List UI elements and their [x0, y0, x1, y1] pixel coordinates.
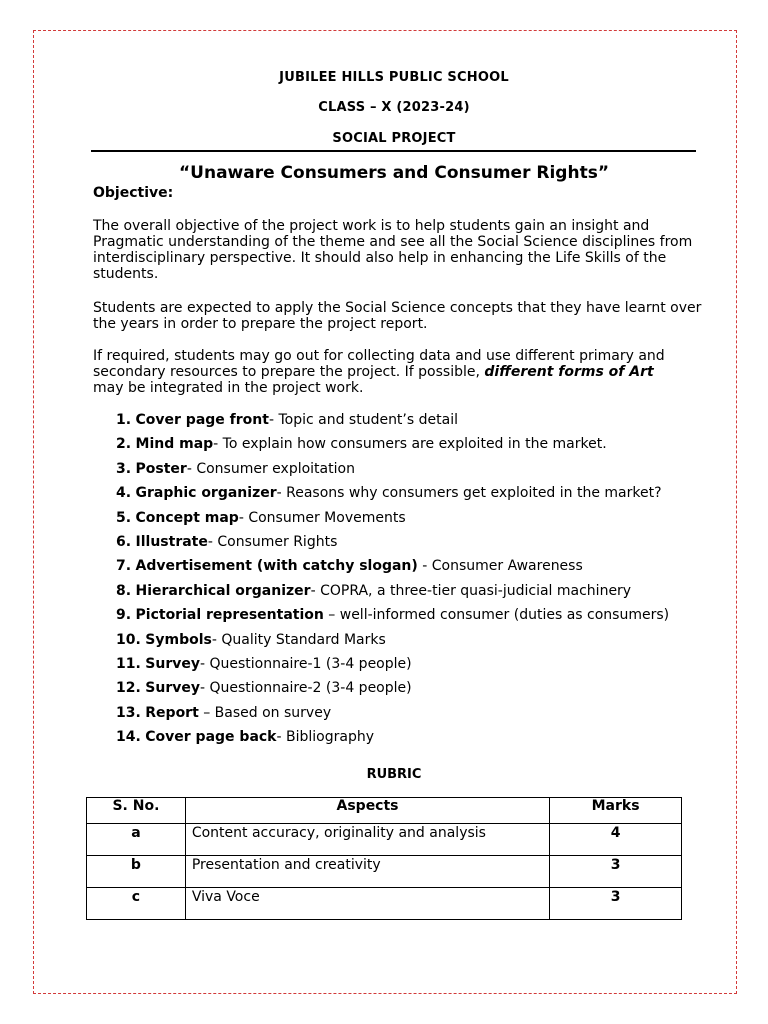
- objective-label: Objective:: [93, 185, 174, 201]
- item-label: Hierarchical organizer: [135, 582, 311, 599]
- marks-cell: 4: [550, 824, 682, 856]
- list-item: [116, 678, 669, 702]
- item-number: 8.: [116, 582, 132, 599]
- aspects-header: Aspects: [185, 798, 549, 824]
- item-description: - To explain how consumers are exploited in the market.: [213, 436, 607, 453]
- list-item: [116, 532, 669, 556]
- marks-cell: 3: [550, 856, 682, 888]
- art-emphasis: different forms of Art: [484, 364, 654, 380]
- list-item: [116, 508, 669, 532]
- aspect-cell: Content accuracy, originality and analysis: [185, 824, 549, 856]
- item-number: 7.: [116, 558, 132, 575]
- rubric-header-row: [87, 798, 682, 824]
- item-label: Survey: [145, 680, 200, 697]
- list-item: [116, 581, 669, 605]
- item-label: Symbols: [145, 631, 212, 648]
- item-description: - COPRA, a three-tier quasi-judicial machinery: [310, 582, 632, 599]
- item-description: - Consumer Rights: [207, 533, 338, 550]
- list-item: [116, 483, 669, 507]
- list-item: [116, 630, 669, 654]
- list-item: [116, 703, 669, 727]
- objective-paragraph-1: The overall objective of the project work is to help students gain an insight and Pragmatic understanding of the theme and see all the Social Science disciplines from interdisciplinary perspective. It should also help in enhancing the Life Skills of the students.: [93, 218, 693, 282]
- item-description: - Questionnaire-1 (3-4 people): [199, 655, 412, 672]
- header-divider: [91, 150, 696, 152]
- objective-paragraph-2: Students are expected to apply the Social Science concepts that they have learnt over the years in order to prepare the project report.: [93, 300, 702, 332]
- table-row: [87, 888, 682, 920]
- item-number: 2.: [116, 436, 132, 453]
- project-heading: SOCIAL PROJECT: [332, 131, 456, 146]
- item-label: Poster: [135, 460, 187, 477]
- marks-header: Marks: [550, 798, 682, 824]
- item-label: Concept map: [135, 509, 239, 526]
- item-description: - Consumer exploitation: [186, 460, 355, 477]
- list-item: [116, 727, 669, 751]
- item-description: - Consumer Movements: [238, 509, 406, 526]
- list-item: [116, 434, 669, 458]
- item-description: – Based on survey: [198, 704, 332, 721]
- aspect-cell: Viva Voce: [185, 888, 549, 920]
- list-item: [116, 556, 669, 580]
- paragraph-3-text-b: may be integrated in the project work.: [93, 380, 364, 396]
- item-number: 4.: [116, 485, 132, 502]
- page-title: “Unaware Consumers and Consumer Rights”: [179, 163, 609, 183]
- item-label: Advertisement (with catchy slogan): [135, 558, 418, 575]
- project-components-list: [116, 410, 669, 751]
- item-label: Pictorial representation: [135, 607, 324, 624]
- paragraph-3-text-a: If required, students may go out for collecting data and use different primary and secondary resources to prepare the project. If possible,: [93, 348, 665, 380]
- item-label: Cover page back: [145, 729, 277, 746]
- rubric-table: [86, 797, 682, 920]
- item-number: 13.: [116, 704, 141, 721]
- marks-cell: 3: [550, 888, 682, 920]
- school-name: JUBILEE HILLS PUBLIC SCHOOL: [279, 70, 509, 85]
- item-label: Survey: [145, 655, 200, 672]
- item-number: 1.: [116, 412, 132, 428]
- item-number: 10.: [116, 631, 141, 648]
- item-number: 12.: [116, 680, 141, 697]
- item-description: - Consumer Awareness: [417, 558, 583, 575]
- item-description: - Quality Standard Marks: [211, 631, 386, 648]
- item-number: 9.: [116, 607, 132, 624]
- item-number: 3.: [116, 460, 132, 477]
- aspect-cell: Presentation and creativity: [185, 856, 549, 888]
- item-description: – well-informed consumer (duties as consumers): [323, 607, 670, 624]
- list-item: [116, 459, 669, 483]
- table-row: [87, 824, 682, 856]
- sno-cell: c: [87, 888, 186, 920]
- objective-paragraph-3: [93, 348, 703, 396]
- item-label: Cover page front: [135, 412, 269, 428]
- item-label: Graphic organizer: [135, 485, 277, 502]
- item-description: - Reasons why consumers get exploited in the market?: [276, 485, 662, 502]
- table-row: [87, 856, 682, 888]
- item-description: - Bibliography: [276, 729, 374, 746]
- list-item: [116, 410, 669, 434]
- class-heading: CLASS – X (2023-24): [318, 100, 470, 115]
- rubric-title: RUBRIC: [366, 767, 422, 782]
- sno-cell: a: [87, 824, 186, 856]
- item-description: - Questionnaire-2 (3-4 people): [199, 680, 412, 697]
- item-number: 14.: [116, 729, 141, 746]
- item-label: Illustrate: [135, 533, 208, 550]
- item-label: Report: [145, 704, 199, 721]
- item-number: 6.: [116, 533, 132, 550]
- sno-cell: b: [87, 856, 186, 888]
- item-number: 11.: [116, 655, 141, 672]
- item-description: - Topic and student’s detail: [268, 412, 458, 428]
- list-item: [116, 654, 669, 678]
- item-label: Mind map: [135, 436, 214, 453]
- item-number: 5.: [116, 509, 132, 526]
- sno-header: S. No.: [87, 798, 186, 824]
- list-item: [116, 605, 669, 629]
